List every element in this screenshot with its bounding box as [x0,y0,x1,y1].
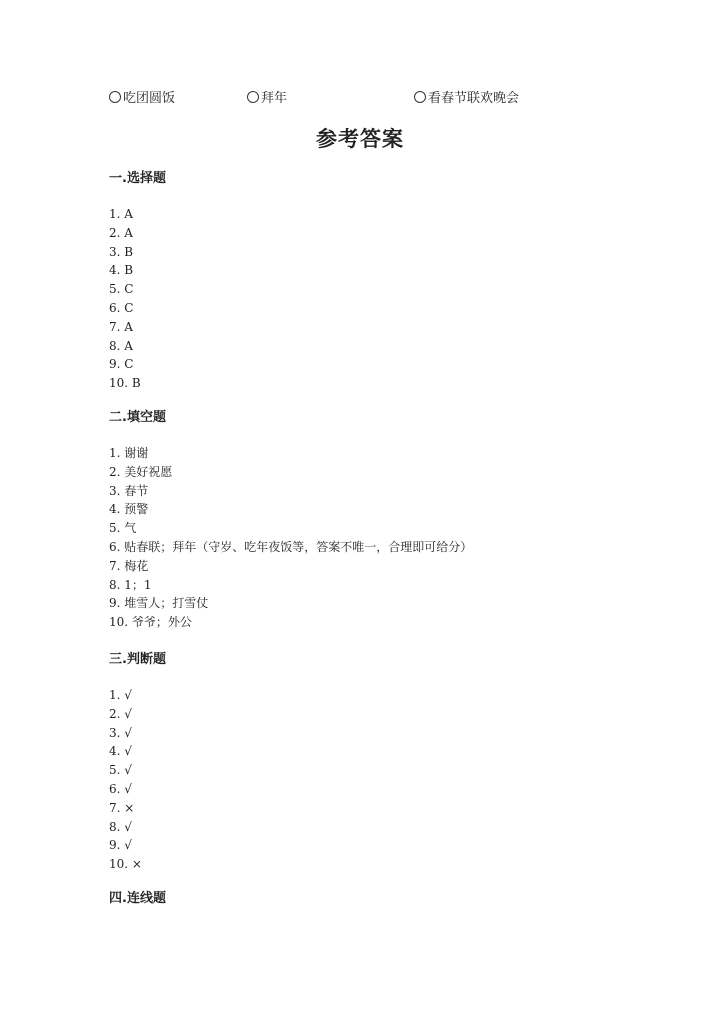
list-item: 2. 美好祝愿 [109,464,173,479]
option-label: 拜年 [261,91,288,106]
list-item: 5. C [109,282,134,297]
answer-list [109,686,166,874]
page-title: 参考答案 [316,126,404,151]
circle-icon [247,91,259,103]
list-item: 4. √ [109,744,132,759]
option-bainian [247,87,287,106]
list-item: 8. A [109,338,133,353]
section-fill-blank [109,408,472,632]
section-heading: 一.选择题 [109,171,166,186]
list-item: 9. √ [109,838,132,853]
answer-list [109,205,166,393]
option-row [0,87,720,107]
list-item: 8. 1；1 [109,577,152,592]
list-item: 10. × [109,857,142,872]
section-heading: 三.判断题 [109,652,166,667]
circle-icon [414,91,426,103]
list-item: 7. × [109,800,135,815]
section-heading: 二.填空题 [109,410,166,425]
option-label: 吃团圆饭 [123,91,176,106]
section-matching [109,889,166,909]
list-item: 10. 爷爷；外公 [109,615,192,630]
list-item: 2. √ [109,706,132,721]
option-chunwan [414,87,519,106]
list-item: 5. 气 [109,521,137,536]
section-choice [109,169,166,393]
list-item: 10. B [109,376,141,391]
list-item: 5. √ [109,763,132,778]
list-item: 7. A [109,319,133,334]
list-item: 9. 堆雪人；打雪仗 [109,596,209,611]
list-item: 8. √ [109,819,132,834]
list-item: 4. B [109,263,134,278]
list-item: 3. 春节 [109,483,149,498]
list-item: 4. 预警 [109,502,149,517]
list-item: 2. A [109,225,133,240]
list-item: 9. C [109,357,134,372]
section-true-false [109,650,166,874]
list-item: 1. √ [109,688,132,702]
list-item: 1. A [109,207,133,221]
list-item: 1. 谢谢 [109,446,149,460]
list-item: 6. 贴春联；拜年（守岁、吃年夜饭等，答案不唯一，合理即可给分） [109,539,473,554]
answer-list [109,444,472,632]
option-tuanyuanfan [109,87,175,106]
list-item: 6. C [109,300,134,315]
list-item: 3. √ [109,725,132,740]
list-item: 7. 梅花 [109,558,149,573]
option-label: 看春节联欢晚会 [428,91,520,106]
list-item: 6. √ [109,781,132,796]
list-item: 3. B [109,244,134,259]
circle-icon [109,91,121,103]
section-heading: 四.连线题 [109,891,166,906]
